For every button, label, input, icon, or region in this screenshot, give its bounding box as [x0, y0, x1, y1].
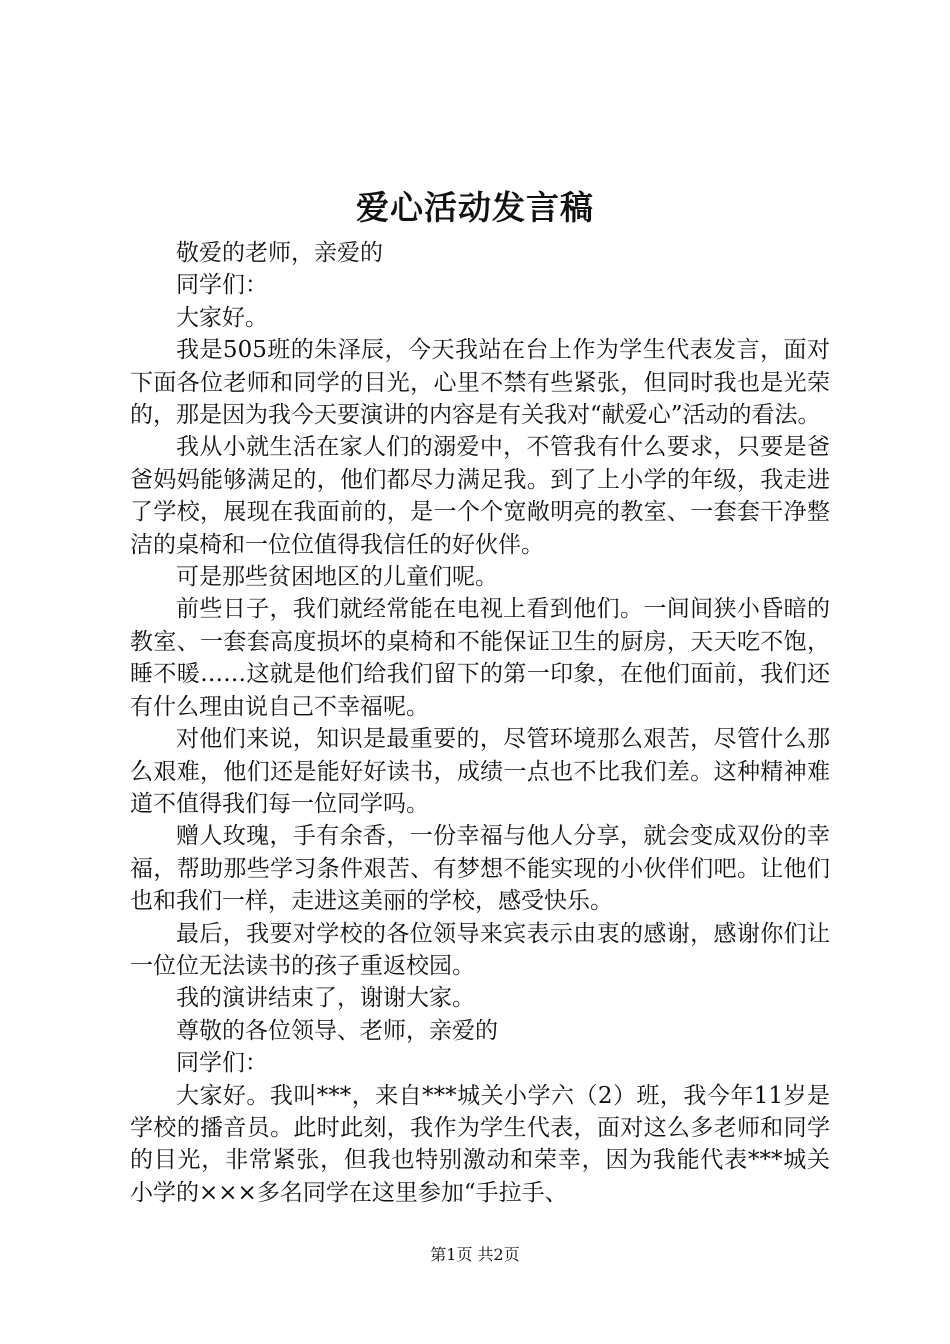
paragraph: 可是那些贫困地区的儿童们呢。: [176, 564, 498, 591]
paragraph: 尊敬的各位领导、老师，亲爱的: [176, 1017, 498, 1044]
document-title: 爱心活动发言稿: [356, 188, 594, 227]
paragraph: 最后，我要对学校的各位领导来宾表示由衷的感谢，感谢你们让一位位无法读书的孩子重返校园。: [130, 920, 830, 979]
paragraph: 我是505班的朱泽辰，今天我站在台上作为学生代表发言，面对下面各位老师和同学的目光，心里不禁有些紧张，但同时我也是光荣的，那是因为我今天要演讲的内容是有关我对“献爱心”活动的看法。: [130, 337, 830, 429]
paragraph: 我的演讲结束了，谢谢大家。: [176, 985, 475, 1012]
paragraph: 我从小就生活在家人们的溺爱中，不管我有什么要求，只要是爸爸妈妈能够满足的，他们都尽力满足我。到了上小学的年级，我走进了学校，展现在我面前的，是一个个宽敞明亮的教室、一套套干净整洁的桌椅和一位位值得我信任的好伙伴。: [130, 434, 830, 558]
page-footer: 第1页 共2页: [430, 1245, 520, 1264]
paragraph: 对他们来说，知识是最重要的，尽管环境那么艰苦，尽管什么那么艰难，他们还是能好好读书，成绩一点也不比我们差。这种精神难道不值得我们每一位同学吗。: [130, 726, 830, 817]
paragraph: 敬爱的老师，亲爱的: [176, 240, 383, 266]
paragraph: 前些日子，我们就经常能在电视上看到他们。一间间狭小昏暗的教室、一套套高度损坏的桌椅和不能保证卫生的厨房，天天吃不饱，睡不暖……这就是他们给我们留下的第一印象，在他们面前，我们还有什么理由说自己不幸福呢。: [130, 596, 830, 720]
paragraph: 同学们：: [176, 272, 268, 299]
document-body: [130, 237, 830, 1209]
paragraph: 赠人玫瑰，手有余香，一份幸福与他人分享，就会变成双份的幸福，帮助那些学习条件艰苦、有梦想不能实现的小伙伴们吧。让他们也和我们一样，走进这美丽的学校，感受快乐。: [130, 823, 830, 915]
paragraph: 大家好。: [176, 304, 268, 331]
paragraph: 大家好。我叫***，来自***城关小学六（2）班，我今年11岁是学校的播音员。此时此刻，我作为学生代表，面对这么多老师和同学的目光，非常紧张，但我也特别激动和荣幸，因为我能代表***城关小学的×××多名同学在这里参加“手拉手、: [130, 1082, 830, 1206]
paragraph: 同学们：: [176, 1050, 268, 1077]
